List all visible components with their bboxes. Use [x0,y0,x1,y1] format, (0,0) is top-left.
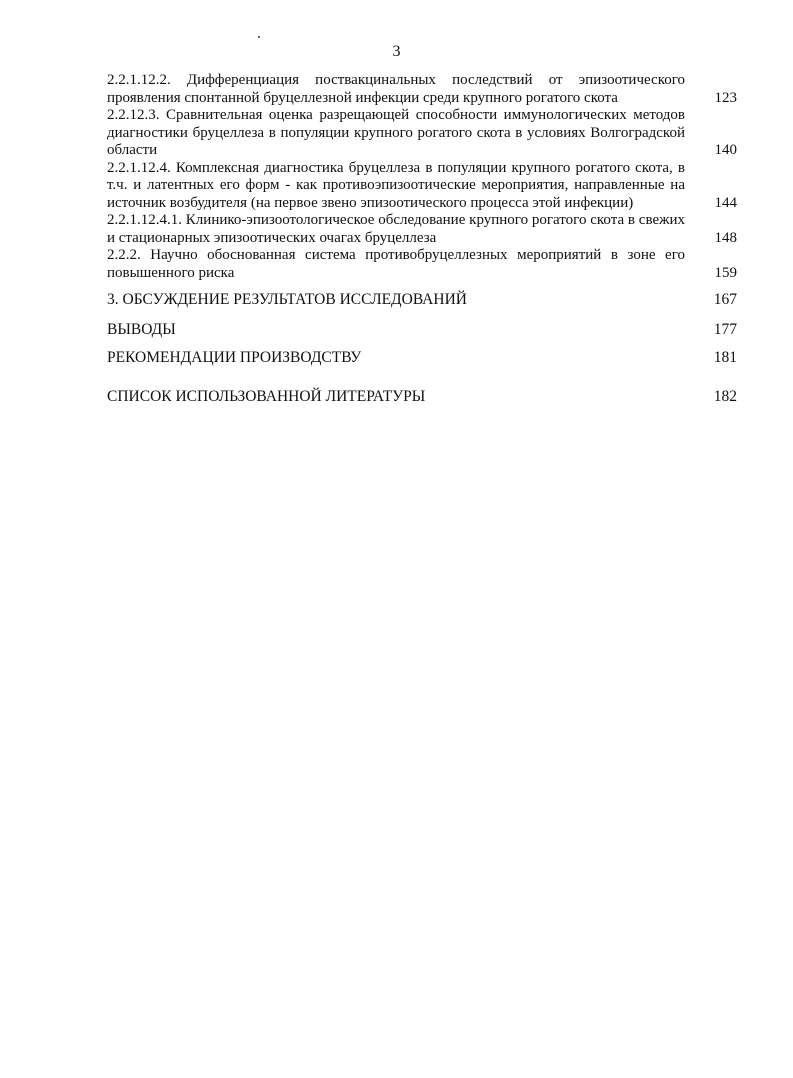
toc-entry-page: 159 [714,264,737,281]
toc-entry-title: ВЫВОДЫ [107,321,176,338]
toc-entry-page: 181 [713,349,737,366]
toc-entry-section [107,387,737,407]
toc-entry-page: 144 [714,194,737,211]
toc-entry-title: 2.2.12.3. Сравнительная оценка разрещающей способности иммунологических методов диагностики бруцеллеза в популяции крупного рогатого скота в условиях Волгоградской области [107,107,685,158]
toc-entry-title: 3. ОБСУЖДЕНИЕ РЕЗУЛЬТАТОВ ИССЛЕДОВАНИЙ [107,291,467,308]
toc-entry-page: 167 [713,291,737,308]
toc-entry [107,107,737,160]
toc-entry-page: 148 [714,229,737,246]
toc-entry-page: 123 [714,89,737,106]
toc-entry [107,247,737,282]
scan-speck [258,36,260,38]
toc-entry [107,160,737,213]
toc-entry-title: 2.2.2. Научно обоснованная система противобруцеллезных мероприятий в зоне его повышенного риска [107,247,685,281]
toc-entry [107,212,737,247]
table-of-contents [107,72,737,407]
toc-entry-title: 2.2.1.12.4.1. Клинико-эпизоотологическое обследование крупного рогатого скота в свежих и стационарных эпизоотических очагах бруцеллеза [107,212,685,246]
toc-entry [107,72,737,107]
toc-entry-section [107,320,737,340]
toc-entry-title: РЕКОМЕНДАЦИИ ПРОИЗВОДСТВУ [107,349,362,366]
toc-entry-title: СПИСОК ИСПОЛЬЗОВАННОЙ ЛИТЕРАТУРЫ [107,388,426,405]
page-number: 3 [392,43,401,60]
toc-entry-title: 2.2.1.12.4. Комплексная диагностика бруцеллеза в популяции крупного рогатого скота, в т.ч. и латентных его форм - как противоэпизоотические мероприятия, направленные на источник возбудителя (на первое звено эпизоотического процесса этой инфекции) [107,159,685,211]
toc-entry-title: 2.2.1.12.2. Дифференциация поствакцинальных последствий от эпизоотического проявления спонтанной бруцеллезной инфекции среди крупного рогатого скота [107,72,685,106]
toc-entry-page: 182 [713,388,737,405]
toc-entry-page: 140 [714,142,737,158]
toc-entry-section [107,348,737,368]
toc-entry-page: 177 [713,321,737,338]
toc-entry-section [107,290,737,310]
